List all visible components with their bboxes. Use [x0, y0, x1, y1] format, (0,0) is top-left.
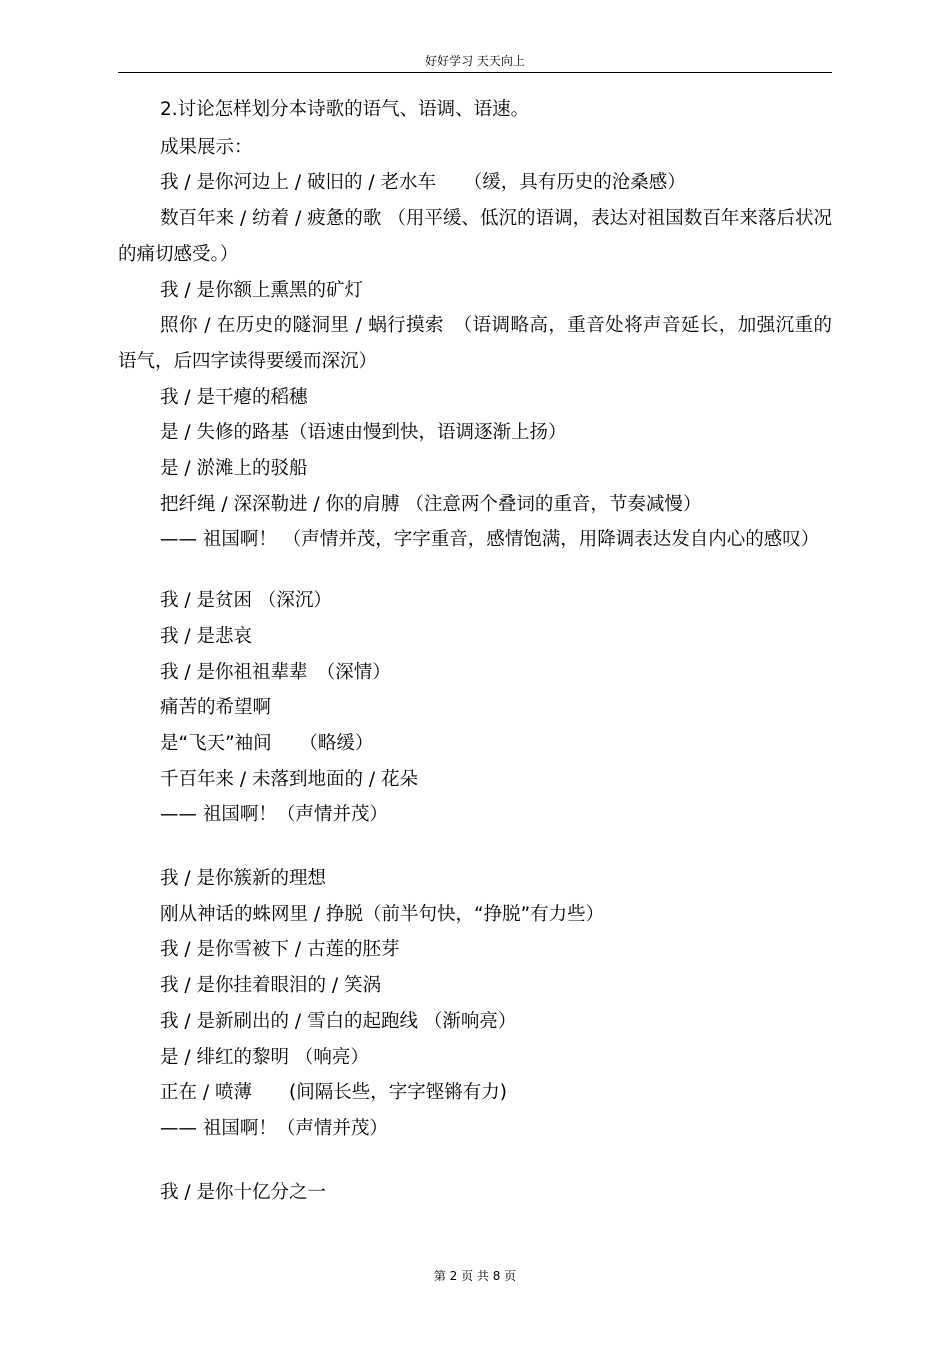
poem-line: 是“飞天”袖间 （略缓）: [160, 732, 374, 754]
stanza-2: [118, 583, 832, 833]
page-header: [118, 50, 832, 73]
stanza-4: [118, 1175, 832, 1211]
poem-line: —— 祖国啊！ （声情并茂，字字重音，感情饱满，用降调表达发自内心的感叹）: [160, 529, 820, 551]
poem-line: 我 / 是悲哀: [160, 625, 252, 647]
poem-line: 我 / 是你十亿分之一: [160, 1181, 326, 1203]
section-heading: 2.讨论怎样划分本诗歌的语气、语调、语速。: [160, 99, 530, 120]
poem-line: 是 / 绯红的黎明 （响亮）: [160, 1046, 369, 1068]
poem-line: 痛苦的希望啊: [160, 697, 272, 719]
poem-line: —— 祖国啊！（声情并茂）: [160, 804, 388, 826]
poem-line: 我 / 是你额上熏黑的矿灯: [160, 279, 363, 301]
poem-line: 我 / 是你簇新的理想: [160, 868, 326, 890]
poem-line: 刚从神话的蛛网里 / 挣脱（前半句快，“挣脱”有力些）: [160, 903, 605, 925]
poem-line: 是 / 淤滩上的驳船: [160, 458, 308, 480]
poem-line: 我 / 是你挂着眼泪的 / 笑涡: [160, 975, 381, 997]
stanza-3: [118, 861, 832, 1147]
poem-line: —— 祖国啊！（声情并茂）: [160, 1117, 388, 1139]
poem-line: 我 / 是新刷出的 / 雪白的起跑线 （渐响亮）: [160, 1010, 517, 1032]
header-text: 好好学习 天天向上: [425, 54, 525, 68]
stanza-1: [118, 165, 832, 558]
poem-line: 我 / 是贫困 （深沉）: [160, 590, 332, 612]
page-footer: [0, 1268, 950, 1284]
page-number: 第 2 页 共 8 页: [433, 1269, 517, 1283]
poem-line: 照你 / 在历史的隧洞里 / 蜗行摸索 （语调略高，重音处将声音延长，加强沉重的语气，后四字读得要缓而深沉）: [118, 315, 832, 372]
poem-line: 我 / 是干瘪的稻穗: [160, 386, 308, 408]
document-body: [118, 92, 832, 1210]
poem-line: 我 / 是你祖祖辈辈 （深情）: [160, 661, 391, 683]
poem-line: 正在 / 喷薄 (间隔长些，字字铿锵有力): [160, 1082, 507, 1104]
poem-line: 我 / 是你河边上 / 破旧的 / 老水车 （缓，具有历史的沧桑感）: [160, 172, 686, 194]
results-label: 成果展示：: [160, 136, 253, 158]
poem-line: 千百年来 / 未落到地面的 / 花朵: [160, 768, 418, 790]
poem-line: 我 / 是你雪被下 / 古莲的胚芽: [160, 939, 400, 961]
poem-line: 把纤绳 / 深深勒进 / 你的肩膊 （注意两个叠词的重音，节奏减慢）: [160, 493, 702, 515]
poem-line: 数百年来 / 纺着 / 疲惫的歌 （用平缓、低沉的语调，表达对祖国数百年来落后状况的痛切感受。）: [118, 208, 832, 265]
poem-line: 是 / 失修的路基（语速由慢到快，语调逐渐上扬）: [160, 422, 567, 444]
